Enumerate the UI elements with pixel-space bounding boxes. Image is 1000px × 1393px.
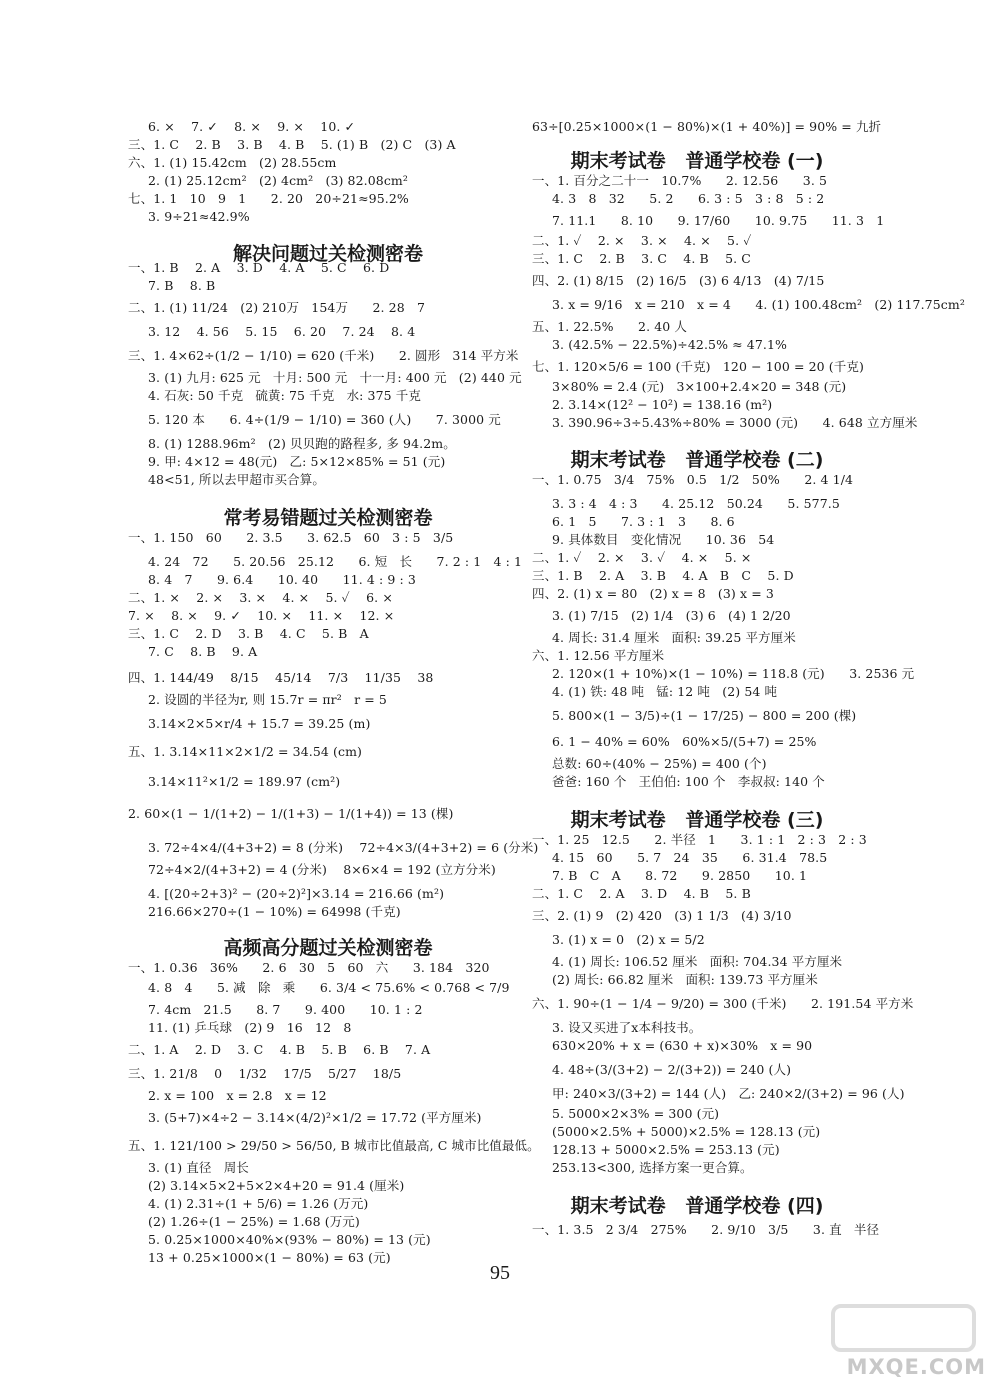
section-title: 解决问题过关检测密卷	[232, 243, 423, 265]
answer-line: 一、1. 百分之二十一 10.7% 2. 12.56 3. 5	[532, 173, 828, 188]
answer-line: 2. 设圆的半径为r, 则 15.7r = πr² r = 5	[148, 692, 387, 707]
answer-line: 9. 具体数目 变化情况 10. 36 54	[552, 532, 775, 547]
answer-line: 6. × 7. ✓ 8. × 9. × 10. ✓	[148, 119, 356, 134]
answer-line: 2. x = 100 x = 2.8 x = 12	[148, 1088, 327, 1103]
answer-line: 五、1. 22.5% 2. 40 人	[532, 319, 688, 334]
answer-line: 二、1. × 2. × 3. × 4. × 5. ✓ 6. ×	[128, 590, 393, 605]
answer-line: 8. (1) 1288.96m² (2) 贝贝跑的路程多, 多 94.2m。	[148, 436, 456, 451]
section-title: 期末考试卷 普通学校卷 (二)	[570, 449, 824, 471]
answer-line: 4. 15 60 5. 7 24 35 6. 31.4 78.5	[552, 850, 828, 865]
answer-line: 七、1. 120×5/6 = 100 (千克) 120 − 100 = 20 (千克)	[532, 359, 864, 374]
answer-line: 二、1. A 2. D 3. C 4. B 5. B 6. B 7. A	[128, 1042, 431, 1057]
answer-line: 3×80% = 2.4 (元) 3×100+2.4×20 = 348 (元)	[552, 379, 847, 394]
watermark-text: MXQE.COM	[846, 1355, 986, 1379]
section-title: 期末考试卷 普通学校卷 (四)	[570, 1195, 824, 1217]
answer-line: 48<51, 所以去甲超市买合算。	[148, 472, 325, 487]
answer-line: 四、2. (1) 8/15 (2) 16/5 (3) 6 4/13 (4) 7/15	[532, 273, 825, 288]
answer-line: 五、1. 121/100 > 29/50 > 56/50, B 城市比值最高, C 城市比值最低。	[128, 1138, 540, 1153]
answer-line: 4. [(20÷2+3)² − (20÷2)²]×3.14 = 216.66 (m²)	[148, 886, 445, 901]
answer-line: 四、1. 144/49 8/15 45/14 7/3 11/35 38	[128, 670, 434, 685]
section-title: 常考易错题过关检测密卷	[223, 507, 433, 529]
answer-line: 五、1. 3.14×11×2×1/2 = 34.54 (cm)	[128, 744, 363, 759]
answer-line: 三、1. C 2. B 3. B 4. B 5. (1) B (2) C (3) A	[128, 137, 456, 152]
answer-line: 3. 390.96÷3÷5.43%÷80% = 3000 (元) 4. 648 立方厘米	[552, 415, 918, 430]
answer-line: 3. 72÷4×4/(4+3+2) = 8 (分米) 72÷4×3/(4+3+2) = 6 (分米)	[148, 840, 539, 855]
answer-line: 3. x = 9/16 x = 210 x = 4 4. (1) 100.48cm² (2) 117.75cm²	[552, 297, 965, 312]
answer-line: 3. 9÷21≈42.9%	[148, 209, 250, 224]
answer-line: 4. (1) 铁: 48 吨 锰: 12 吨 (2) 54 吨	[552, 684, 778, 699]
answer-line: 7. 11.1 8. 10 9. 17/60 10. 9.75 11. 3 1	[552, 213, 885, 228]
section-title: 期末考试卷 普通学校卷 (一)	[570, 150, 824, 172]
answer-line: 72÷4×2/(4+3+2) = 4 (分米) 8×6×4 = 192 (立方分米)	[148, 862, 496, 877]
answer-line: 2. 60×(1 − 1/(1+2) − 1/(1+3) − 1/(1+4)) = 13 (棵)	[128, 806, 454, 821]
answer-line: 3. (1) 7/15 (2) 1/4 (3) 6 (4) 1 2/20	[552, 608, 791, 623]
answer-line: 二、1. ✓ 2. × 3. ✓ 4. × 5. ×	[532, 550, 752, 565]
answer-line: 253.13<300, 选择方案一更合算。	[552, 1160, 753, 1175]
answer-line: 3. 设又买进了x本科技书。	[552, 1020, 702, 1035]
answer-line: 二、1. C 2. A 3. D 4. B 5. B	[532, 886, 751, 901]
answer-line: 5. 0.25×1000×40%×(93% − 80%) = 13 (元)	[148, 1232, 431, 1247]
answer-line: 3. (42.5% − 22.5%)÷42.5% ≈ 47.1%	[552, 337, 788, 352]
answer-line: 2. (1) 25.12cm² (2) 4cm² (3) 82.08cm²	[148, 173, 408, 188]
answer-line: 二、1. ✓ 2. × 3. × 4. × 5. ✓	[532, 233, 752, 248]
answer-line: 2. 120×(1 + 10%)×(1 − 10%) = 118.8 (元) 3. 2536 元	[552, 666, 915, 681]
answer-line: 一、1. 0.36 36% 2. 6 30 5 60 六 3. 184 320	[128, 960, 490, 975]
answer-line: 3.14×11²×1/2 = 189.97 (cm²)	[148, 774, 341, 789]
answer-line: 3. (1) 九月: 625 元 十月: 500 元 十一月: 400 元 (2) 440 元	[148, 370, 522, 385]
watermark-frame-icon	[831, 1304, 976, 1352]
watermark-logo	[821, 1304, 986, 1379]
answer-line: 7. B C A 8. 72 9. 2850 10. 1	[552, 868, 808, 883]
answer-line: 13 + 0.25×1000×(1 − 80%) = 63 (元)	[148, 1250, 391, 1265]
answer-line: 三、2. (1) 9 (2) 420 (3) 1 1/3 (4) 3/10	[532, 908, 792, 923]
answer-line: 63÷[0.25×1000×(1 − 80%)×(1 + 40%)] = 90% = 九折	[532, 119, 882, 134]
answer-line: 三、1. B 2. A 3. B 4. A B C 5. D	[532, 568, 794, 583]
answer-line: (2) 周长: 66.82 厘米 面积: 139.73 平方厘米	[552, 972, 818, 987]
answer-line: 5. 800×(1 − 3/5)÷(1 − 17/25) − 800 = 200 (棵)	[552, 708, 857, 723]
answer-line: 总数: 60÷(40% − 25%) = 400 (个)	[552, 756, 767, 771]
answer-line: 7. C 8. B 9. A	[148, 644, 258, 659]
answer-line: 三、1. 21/8 0 1/32 17/5 5/27 18/5	[128, 1066, 402, 1081]
answer-line: 4. 石灰: 50 千克 硫黄: 75 千克 水: 375 千克	[148, 388, 421, 403]
answer-line: 5. 5000×2×3% = 300 (元)	[552, 1106, 720, 1121]
answer-line: 6. 1 5 7. 3 : 1 3 8. 6	[552, 514, 735, 529]
section-title: 期末考试卷 普通学校卷 (三)	[570, 809, 824, 831]
answer-line: 11. (1) 乒乓球 (2) 9 16 12 8	[148, 1020, 352, 1035]
answer-line: 一、1. B 2. A 3. D 4. A 5. C 6. D	[128, 260, 390, 275]
answer-line: 6. 1 − 40% = 60% 60%×5/(5+7) = 25%	[552, 734, 817, 749]
answer-line: 甲: 240×3/(3+2) = 144 (人) 乙: 240×2/(3+2) = 96 (人)	[552, 1086, 905, 1101]
answer-line: 三、1. C 2. B 3. C 4. B 5. C	[532, 251, 751, 266]
answer-line: 4. (1) 周长: 106.52 厘米 面积: 704.34 平方厘米	[552, 954, 843, 969]
answer-line: (2) 1.26÷(1 − 25%) = 1.68 (万元)	[148, 1214, 360, 1229]
answer-line: 一、1. 150 60 2. 3.5 3. 62.5 60 3 : 5 3/5	[128, 530, 454, 545]
answer-line: 3. (1) 直径 周长	[148, 1160, 249, 1175]
answer-line: 3. 12 4. 56 5. 15 6. 20 7. 24 8. 4	[148, 324, 416, 339]
answer-line: 4. 3 8 32 5. 2 6. 3 : 5 3 : 8 5 : 2	[552, 191, 825, 206]
answer-line: 9. 甲: 4×12 = 48(元) 乙: 5×12×85% = 51 (元)	[148, 454, 446, 469]
answer-line: 3. (1) x = 0 (2) x = 5/2	[552, 932, 705, 947]
answer-line: 4. 24 72 5. 20.56 25.12 6. 短 长 7. 2 : 1 4 : 1	[148, 554, 523, 569]
answer-line: 四、2. (1) x = 80 (2) x = 8 (3) x = 3	[532, 586, 774, 601]
answer-line: 4. 8 4 5. 减 除 乘 6. 3/4 < 75.6% < 0.768 < 7/9	[148, 980, 510, 995]
answer-line: 7. 4cm 21.5 8. 7 9. 400 10. 1 : 2	[148, 1002, 423, 1017]
answer-line: 5. 120 本 6. 4÷(1/9 − 1/10) = 360 (人) 7. 3000 元	[148, 412, 501, 427]
answer-line: (2) 3.14×5×2+5×2×4+20 = 91.4 (厘米)	[148, 1178, 405, 1193]
answer-line: 六、1. 90÷(1 − 1/4 − 9/20) = 300 (千米) 2. 191.54 平方米	[532, 996, 914, 1011]
answer-line: (5000×2.5% + 5000)×2.5% = 128.13 (元)	[552, 1124, 821, 1139]
answer-line: 4. 周长: 31.4 厘米 面积: 39.25 平方厘米	[552, 630, 796, 645]
answer-line: 3. (5+7)×4÷2 − 3.14×(4/2)²×1/2 = 17.72 (平方厘米)	[148, 1110, 482, 1125]
answer-line: 爸爸: 160 个 王伯伯: 100 个 李叔叔: 140 个	[552, 774, 825, 789]
answer-line: 三、1. C 2. D 3. B 4. C 5. B A	[128, 626, 369, 641]
answer-line: 六、1. 12.56 平方厘米	[532, 648, 665, 663]
answer-line: 3. 3 : 4 4 : 3 4. 25.12 50.24 5. 577.5	[552, 496, 840, 511]
answer-line: 4. 48÷(3/(3+2) − 2/(3+2)) = 240 (人)	[552, 1062, 792, 1077]
answer-line: 二、1. (1) 11/24 (2) 210万 154万 2. 28 7	[128, 300, 426, 315]
answer-line: 216.66×270÷(1 − 10%) = 64998 (千克)	[148, 904, 401, 919]
answer-line: 8. 4 7 9. 6.4 10. 40 11. 4 : 9 : 3	[148, 572, 416, 587]
answer-line: 2. 3.14×(12² − 10²) = 138.16 (m²)	[552, 397, 773, 412]
answer-line: 630×20% + x = (630 + x)×30% x = 90	[552, 1038, 813, 1053]
answer-line: 4. (1) 2.31÷(1 + 5/6) = 1.26 (万元)	[148, 1196, 369, 1211]
answer-line: 一、1. 3.5 2 3/4 275% 2. 9/10 3/5 3. 直 半径	[532, 1222, 880, 1237]
answer-line: 三、1. 4×62÷(1/2 − 1/10) = 620 (千米) 2. 圆形 314 平方米	[128, 348, 519, 363]
answer-line: 一、1. 0.75 3/4 75% 0.5 1/2 50% 2. 4 1/4	[532, 472, 854, 487]
answer-line: 128.13 + 5000×2.5% = 253.13 (元)	[552, 1142, 780, 1157]
section-title: 高频高分题过关检测密卷	[223, 937, 433, 959]
answer-line: 一、1. 25 12.5 2. 半径 1 3. 1 : 1 2 : 3 2 : 3	[532, 832, 867, 847]
page-number: 95	[490, 1262, 510, 1284]
answer-line: 7. B 8. B	[148, 278, 216, 293]
answer-line: 3.14×2×5×r/4 + 15.7 = 39.25 (m)	[148, 716, 371, 731]
answer-line: 7. × 8. × 9. ✓ 10. × 11. × 12. ×	[128, 608, 395, 623]
answer-line: 七、1. 1 10 9 1 2. 20 20÷21≈95.2%	[128, 191, 409, 206]
answer-line: 六、1. (1) 15.42cm (2) 28.55cm	[128, 155, 337, 170]
